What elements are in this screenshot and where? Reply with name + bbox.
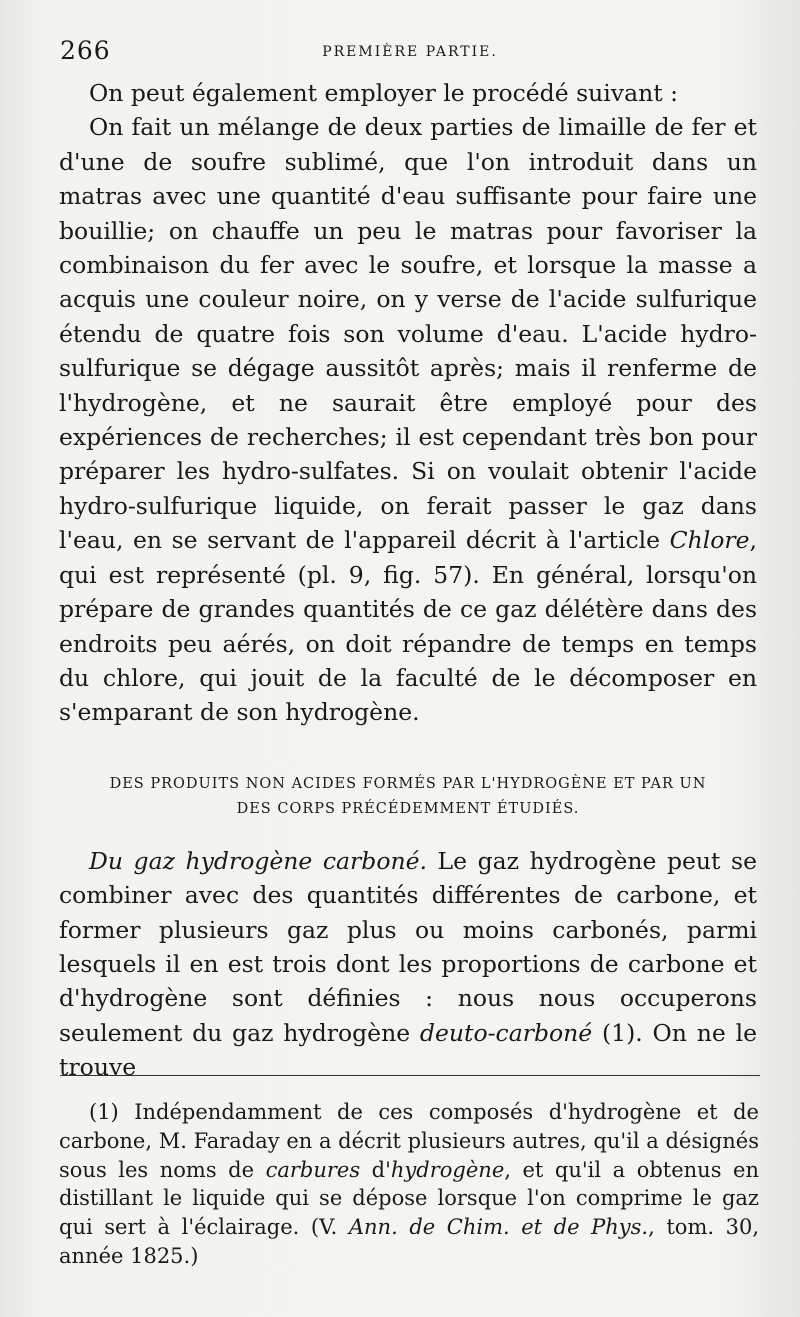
paragraph-carbone-text: Le gaz hydrogène peut se combiner avec des quantités différentes de carbone, et former plusieurs gaz plus ou moins carbonés, parmi lesquels il en est trois dont les proportions de carbone et d'hydrogène sont définies : nous nous occuperons seulement du gaz hydrogène	[59, 846, 758, 1047]
page-header	[60, 36, 760, 66]
main-text	[59, 76, 757, 1085]
paragraph-carbone	[59, 844, 757, 1085]
section-heading-line-2: DES CORPS PRÉCÉDEMMENT ÉTUDIÉS.	[236, 800, 580, 817]
section-heading	[59, 772, 757, 822]
footnote-part-3: , et qu'il a obtenus en distillant le liquide qui se dépose lorsque l'on comprime le gaz qui sert à l'éclairage. (V.	[59, 1157, 759, 1240]
page-number: 266	[60, 36, 111, 65]
footnote-italic-hydrogene: hydrogène	[390, 1157, 505, 1182]
chlore-reference: Chlore	[669, 526, 750, 555]
deuto-carbone-term: deuto-carboné	[419, 1018, 593, 1047]
paragraph-procedure-text: On fait un mélange de deux parties de limaille de fer et d'une de soufre sublimé, que l'on introduit dans un matras avec une quantité d'eau suffisante pour faire une bouillie; on chauffe un peu le matras pour favoriser la combinaison du fer avec le soufre, et lorsque la masse a acquis une couleur noire, on y verse de l'acide sulfurique étendu de quatre fois son volume d'eau. L'acide hydro-sulfurique se dégage aussitôt après; mais il renferme de l'hydrogène, et ne saurait être employé pour des expériences de recherches; il est cependant très bon pour préparer les hydro-sulfates. Si on voulait obtenir l'acide hydro-sulfurique liquide, on ferait passer le gaz dans l'eau, en se servant de l'appareil décrit à l'article	[59, 113, 757, 555]
footnote-divider	[60, 1075, 760, 1076]
paragraph-carbone-end: (1). On ne le trouve	[59, 1018, 757, 1082]
footnote-italic-carbures: carbures	[265, 1157, 361, 1182]
footnote	[59, 1098, 759, 1271]
subsection-title: Du gaz hydrogène carboné.	[89, 846, 427, 875]
section-heading-line-1: DES PRODUITS NON ACIDES FORMÉS PAR L'HYDROGÈNE ET PAR UN	[109, 775, 707, 792]
footnote-part-2: d'	[360, 1157, 391, 1182]
paragraph-procedure-end: , qui est représenté (pl. 9, fig. 57). En général, lorsqu'on prépare de grandes quantités de ce gaz délétère dans des endroits peu aérés, on doit répandre de temps en temps du chlore, qui jouit de la faculté de le décomposer en s'emparant de son hydrogène.	[59, 526, 757, 727]
paragraph-intro	[59, 76, 757, 110]
footnote-text	[59, 1098, 759, 1271]
footnote-part-1: (1) Indépendamment de ces composés d'hydrogène et de carbone, M. Faraday en a décrit plusieurs autres, qu'il a désignés sous les noms de	[59, 1100, 759, 1182]
paragraph-procedure	[59, 110, 757, 729]
running-head: PREMIÈRE PARTIE.	[322, 44, 498, 60]
paragraph-intro-text: On peut également employer le procédé suivant :	[89, 79, 679, 107]
footnote-part-4: , tom. 30, année 1825.)	[59, 1215, 759, 1268]
footnote-italic-journal: Ann. de Chim. et de Phys.	[348, 1215, 649, 1240]
